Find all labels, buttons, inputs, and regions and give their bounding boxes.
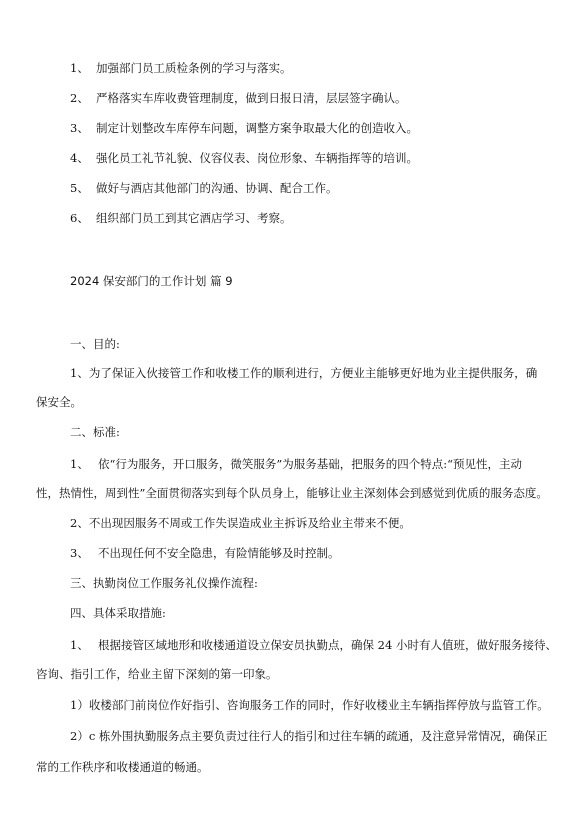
item-number: 3、 bbox=[70, 546, 89, 560]
item-number: 1、 bbox=[70, 638, 89, 652]
list-item-text: 组织部门员工到其它酒店学习、考察。 bbox=[96, 211, 292, 225]
paragraph-line: 2、不出现因服务不周或工作失误造成业主拆诉及给业主带来不便。 bbox=[70, 516, 411, 530]
list-item bbox=[70, 91, 407, 105]
item-text: 不出现任何不安全隐患，有险情能够及时控制。 bbox=[98, 546, 340, 560]
paragraph-line bbox=[70, 457, 522, 471]
paragraph-line: 性，热情性，周到性”全面贯彻落实到每个队员身上，能够让业主深刻体会到感觉到优质的服务态度。 bbox=[36, 486, 548, 500]
list-item-text: 严格落实车库收费管理制度，做到日报日清，层层签字确认。 bbox=[96, 91, 407, 105]
list-item bbox=[70, 211, 292, 225]
list-item-text: 加强部门员工质检条例的学习与落实。 bbox=[96, 61, 292, 75]
paragraph-line: 1）收楼部门前岗位作好指引、咨询服务工作的同时，作好收楼业主车辆指挥停放与监管工作。 bbox=[70, 698, 549, 712]
paragraph-line: 2）c 栋外围执勤服务点主要负责过往行人的指引和过往车辆的疏通，及注意异常情况，确保正 bbox=[70, 729, 548, 743]
paragraph-line: 1、为了保证入伙接管工作和收楼工作的顺利进行，方便业主能够更好地为业主提供服务，确 bbox=[70, 366, 538, 380]
paragraph-line: 保安全。 bbox=[36, 395, 82, 409]
list-item bbox=[70, 151, 418, 165]
list-item-number: 6、 bbox=[70, 211, 89, 225]
list-item-number: 1、 bbox=[70, 61, 89, 75]
item-text: 依“行为服务，开口服务，微笑服务”为服务基础，把服务的四个特点:“预见性，主动 bbox=[98, 457, 523, 471]
paragraph-line bbox=[70, 638, 557, 652]
list-item-number: 3、 bbox=[70, 121, 89, 135]
heading-standard: 二、标准: bbox=[70, 425, 120, 439]
paragraph-line: 常的工作秩序和收楼通道的畅通。 bbox=[36, 760, 209, 774]
list-item-text: 强化员工礼节礼貌、仪容仪表、岗位形象、车辆指挥等的培训。 bbox=[96, 151, 418, 165]
heading-flow: 三、执勤岗位工作服务礼仪操作流程: bbox=[70, 576, 258, 590]
paragraph-line bbox=[70, 546, 340, 560]
heading-purpose: 一、目的: bbox=[70, 337, 120, 351]
item-text: 根据接管区域地形和收楼通道设立保安员执勤点，确保 24 小时有人值班，做好服务接待、 bbox=[98, 638, 557, 652]
section-title: 2024 保安部门的工作计划 篇 9 bbox=[70, 274, 233, 288]
list-item bbox=[70, 121, 418, 135]
list-item-text: 做好与酒店其他部门的沟通、协调、配合工作。 bbox=[96, 181, 338, 195]
list-item-number: 2、 bbox=[70, 91, 89, 105]
list-item bbox=[70, 181, 338, 195]
list-item-text: 制定计划整改车库停车问题，调整方案争取最大化的创造收入。 bbox=[96, 121, 418, 135]
heading-measures: 四、具体采取措施: bbox=[70, 606, 166, 620]
paragraph-line: 咨询、指引工作，给业主留下深刻的第一印象。 bbox=[36, 667, 278, 681]
list-item-number: 5、 bbox=[70, 181, 89, 195]
list-item-number: 4、 bbox=[70, 151, 89, 165]
item-number: 1、 bbox=[70, 457, 89, 471]
list-item bbox=[70, 61, 292, 75]
